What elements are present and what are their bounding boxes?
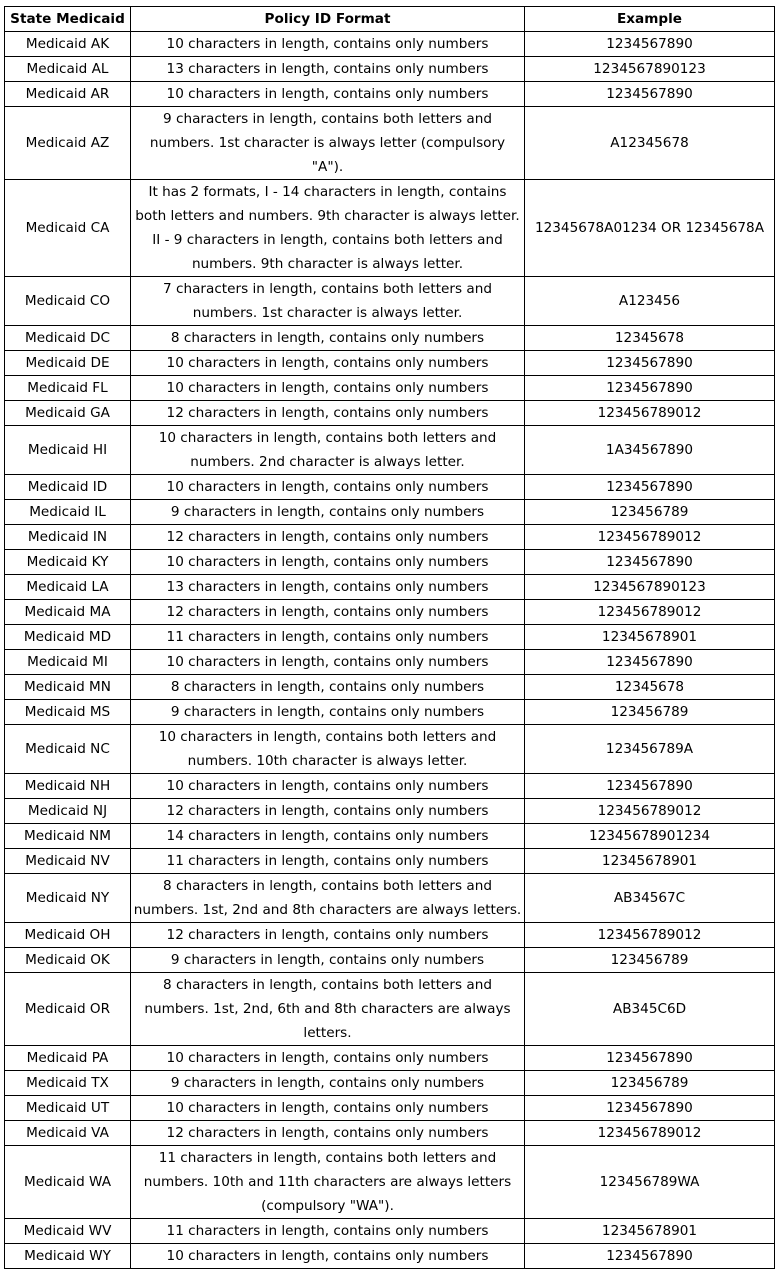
format-cell: 10 characters in length, contains only numbers [131, 1244, 525, 1269]
format-cell: 11 characters in length, contains only numbers [131, 1219, 525, 1244]
table-row [5, 426, 775, 475]
table-row [5, 1071, 775, 1096]
format-cell: It has 2 formats, I - 14 characters in length, contains both letters and numbers. 9th character is always letter. II - 9 characters in length, contains both letters and numbers. 9th character is always letter. [131, 180, 525, 277]
table-row [5, 725, 775, 774]
state-cell: Medicaid PA [5, 1046, 131, 1071]
state-cell: Medicaid MI [5, 650, 131, 675]
state-cell: Medicaid VA [5, 1121, 131, 1146]
state-cell: Medicaid NH [5, 774, 131, 799]
example-cell: 1234567890 [525, 1046, 775, 1071]
example-cell: 1234567890 [525, 475, 775, 500]
state-cell: Medicaid GA [5, 401, 131, 426]
example-cell: 1234567890 [525, 1244, 775, 1269]
format-cell: 12 characters in length, contains only numbers [131, 600, 525, 625]
format-cell: 10 characters in length, contains only numbers [131, 1096, 525, 1121]
state-cell: Medicaid FL [5, 376, 131, 401]
example-cell: 1234567890 [525, 1096, 775, 1121]
policy-id-format-sheet [4, 6, 775, 1269]
state-cell: Medicaid TX [5, 1071, 131, 1096]
table-row [5, 1146, 775, 1219]
format-cell: 11 characters in length, contains only numbers [131, 849, 525, 874]
example-cell: 1234567890 [525, 32, 775, 57]
example-cell: 123456789012 [525, 600, 775, 625]
format-cell: 10 characters in length, contains only numbers [131, 351, 525, 376]
format-cell: 10 characters in length, contains only numbers [131, 475, 525, 500]
format-cell: 8 characters in length, contains both letters and numbers. 1st, 2nd, 6th and 8th characters are always letters. [131, 973, 525, 1046]
format-cell: 13 characters in length, contains only numbers [131, 57, 525, 82]
example-cell: 123456789A [525, 725, 775, 774]
table-row [5, 1046, 775, 1071]
state-cell: Medicaid LA [5, 575, 131, 600]
state-cell: Medicaid DC [5, 326, 131, 351]
example-cell: 1234567890 [525, 650, 775, 675]
state-cell: Medicaid NV [5, 849, 131, 874]
table-row [5, 575, 775, 600]
table-row [5, 874, 775, 923]
table-row [5, 625, 775, 650]
state-cell: Medicaid IN [5, 525, 131, 550]
state-cell: Medicaid HI [5, 426, 131, 475]
example-cell: 123456789012 [525, 525, 775, 550]
example-cell: 1234567890123 [525, 57, 775, 82]
example-cell: 12345678901234 [525, 824, 775, 849]
state-cell: Medicaid AR [5, 82, 131, 107]
example-cell: 123456789012 [525, 923, 775, 948]
format-cell: 10 characters in length, contains only numbers [131, 774, 525, 799]
medicaid-policy-table [4, 6, 775, 1269]
format-cell: 10 characters in length, contains both letters and numbers. 2nd character is always letter. [131, 426, 525, 475]
header-state-medicaid: State Medicaid [5, 7, 131, 32]
example-cell: 12345678901 [525, 849, 775, 874]
example-cell: 12345678901 [525, 625, 775, 650]
example-cell: 123456789012 [525, 799, 775, 824]
table-row [5, 824, 775, 849]
state-cell: Medicaid WA [5, 1146, 131, 1219]
state-cell: Medicaid MS [5, 700, 131, 725]
format-cell: 14 characters in length, contains only numbers [131, 824, 525, 849]
format-cell: 10 characters in length, contains only numbers [131, 650, 525, 675]
state-cell: Medicaid OR [5, 973, 131, 1046]
format-cell: 12 characters in length, contains only numbers [131, 525, 525, 550]
table-row [5, 973, 775, 1046]
table-row [5, 500, 775, 525]
state-cell: Medicaid NY [5, 874, 131, 923]
table-row [5, 675, 775, 700]
state-cell: Medicaid AZ [5, 107, 131, 180]
example-cell: 12345678 [525, 326, 775, 351]
table-row [5, 277, 775, 326]
state-cell: Medicaid CA [5, 180, 131, 277]
example-cell: 123456789 [525, 1071, 775, 1096]
example-cell: A12345678 [525, 107, 775, 180]
format-cell: 10 characters in length, contains only numbers [131, 376, 525, 401]
example-cell: 1234567890 [525, 550, 775, 575]
example-cell: 1A34567890 [525, 426, 775, 475]
format-cell: 8 characters in length, contains only numbers [131, 326, 525, 351]
state-cell: Medicaid ID [5, 475, 131, 500]
format-cell: 12 characters in length, contains only numbers [131, 401, 525, 426]
table-row [5, 774, 775, 799]
format-cell: 9 characters in length, contains only numbers [131, 948, 525, 973]
format-cell: 11 characters in length, contains both letters and numbers. 10th and 11th characters are always letters (compulsory "WA"). [131, 1146, 525, 1219]
state-cell: Medicaid DE [5, 351, 131, 376]
table-row [5, 32, 775, 57]
table-row [5, 475, 775, 500]
table-row [5, 82, 775, 107]
table-row [5, 1244, 775, 1269]
table-row [5, 57, 775, 82]
format-cell: 10 characters in length, contains only numbers [131, 32, 525, 57]
state-cell: Medicaid OH [5, 923, 131, 948]
example-cell: 1234567890 [525, 351, 775, 376]
format-cell: 9 characters in length, contains only numbers [131, 500, 525, 525]
format-cell: 7 characters in length, contains both letters and numbers. 1st character is always letter. [131, 277, 525, 326]
state-cell: Medicaid NC [5, 725, 131, 774]
example-cell: AB345C6D [525, 973, 775, 1046]
state-cell: Medicaid WY [5, 1244, 131, 1269]
format-cell: 10 characters in length, contains only numbers [131, 550, 525, 575]
format-cell: 10 characters in length, contains both letters and numbers. 10th character is always letter. [131, 725, 525, 774]
example-cell: 123456789012 [525, 1121, 775, 1146]
state-cell: Medicaid UT [5, 1096, 131, 1121]
example-cell: 1234567890 [525, 774, 775, 799]
example-cell: AB34567C [525, 874, 775, 923]
example-cell: 1234567890 [525, 82, 775, 107]
state-cell: Medicaid MN [5, 675, 131, 700]
table-row [5, 401, 775, 426]
example-cell: 12345678A01234 OR 12345678A [525, 180, 775, 277]
format-cell: 9 characters in length, contains only numbers [131, 700, 525, 725]
table-row [5, 799, 775, 824]
format-cell: 8 characters in length, contains both letters and numbers. 1st, 2nd and 8th characters are always letters. [131, 874, 525, 923]
format-cell: 9 characters in length, contains only numbers [131, 1071, 525, 1096]
table-row [5, 1096, 775, 1121]
state-cell: Medicaid OK [5, 948, 131, 973]
state-cell: Medicaid MD [5, 625, 131, 650]
table-row [5, 600, 775, 625]
format-cell: 8 characters in length, contains only numbers [131, 675, 525, 700]
table-row [5, 650, 775, 675]
state-cell: Medicaid WV [5, 1219, 131, 1244]
table-row [5, 700, 775, 725]
example-cell: 12345678901 [525, 1219, 775, 1244]
example-cell: 123456789WA [525, 1146, 775, 1219]
table-row [5, 1219, 775, 1244]
table-row [5, 849, 775, 874]
format-cell: 10 characters in length, contains only numbers [131, 1046, 525, 1071]
format-cell: 12 characters in length, contains only numbers [131, 923, 525, 948]
format-cell: 12 characters in length, contains only numbers [131, 799, 525, 824]
table-row [5, 107, 775, 180]
example-cell: 1234567890123 [525, 575, 775, 600]
header-example: Example [525, 7, 775, 32]
example-cell: 123456789 [525, 948, 775, 973]
table-row [5, 525, 775, 550]
table-row [5, 326, 775, 351]
format-cell: 10 characters in length, contains only numbers [131, 82, 525, 107]
state-cell: Medicaid NJ [5, 799, 131, 824]
state-cell: Medicaid KY [5, 550, 131, 575]
header-policy-id-format: Policy ID Format [131, 7, 525, 32]
state-cell: Medicaid NM [5, 824, 131, 849]
example-cell: 1234567890 [525, 376, 775, 401]
state-cell: Medicaid CO [5, 277, 131, 326]
format-cell: 13 characters in length, contains only numbers [131, 575, 525, 600]
format-cell: 12 characters in length, contains only numbers [131, 1121, 525, 1146]
format-cell: 9 characters in length, contains both letters and numbers. 1st character is always letter (compulsory "A"). [131, 107, 525, 180]
state-cell: Medicaid IL [5, 500, 131, 525]
table-row [5, 1121, 775, 1146]
format-cell: 11 characters in length, contains only numbers [131, 625, 525, 650]
state-cell: Medicaid MA [5, 600, 131, 625]
example-cell: 123456789 [525, 500, 775, 525]
example-cell: A123456 [525, 277, 775, 326]
table-row [5, 550, 775, 575]
header-row [5, 7, 775, 32]
table-row [5, 376, 775, 401]
table-row [5, 351, 775, 376]
state-cell: Medicaid AK [5, 32, 131, 57]
state-cell: Medicaid AL [5, 57, 131, 82]
example-cell: 123456789012 [525, 401, 775, 426]
table-row [5, 948, 775, 973]
example-cell: 12345678 [525, 675, 775, 700]
example-cell: 123456789 [525, 700, 775, 725]
table-row [5, 923, 775, 948]
table-row [5, 180, 775, 277]
